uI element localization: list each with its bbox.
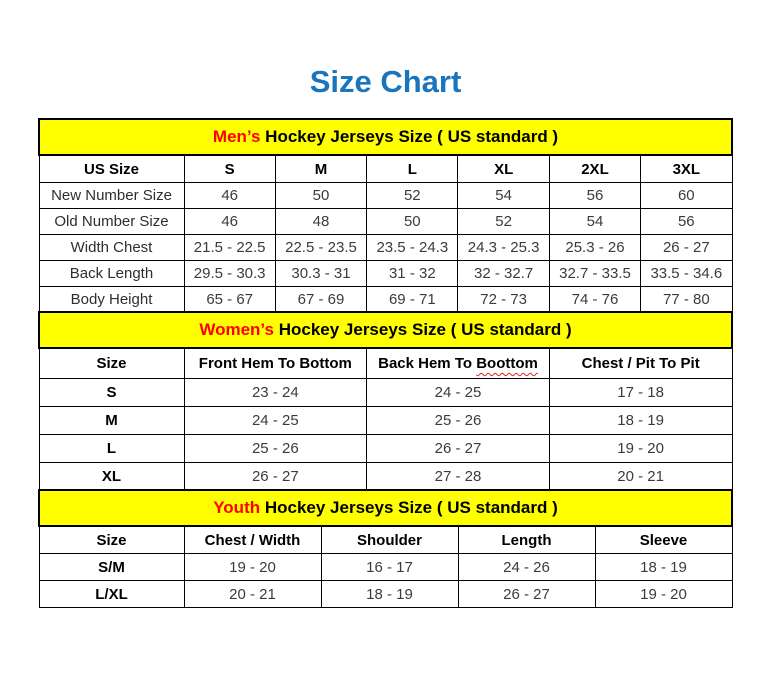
mens-size-table (38, 118, 733, 313)
size-cell: 26 - 27 (458, 581, 595, 608)
size-cell: 69 - 71 (367, 287, 458, 313)
size-cell: 52 (458, 209, 549, 235)
youth-highlight: Youth (213, 498, 261, 517)
column-header-text: Back Hem To (378, 355, 477, 372)
size-cell: 24 - 25 (367, 379, 550, 407)
size-cell: 33.5 - 34.6 (641, 261, 732, 287)
size-cell: 18 - 19 (321, 581, 458, 608)
size-cell: 32 - 32.7 (458, 261, 549, 287)
row-label: Old Number Size (39, 209, 184, 235)
size-cell: 20 - 21 (549, 463, 732, 491)
size-cell: 23 - 24 (184, 379, 367, 407)
womens-section-header (39, 312, 732, 348)
column-header: 2XL (549, 155, 640, 183)
size-cell: 56 (641, 209, 732, 235)
size-cell: 24.3 - 25.3 (458, 235, 549, 261)
column-header: S (184, 155, 275, 183)
table-row (39, 235, 732, 261)
page-title: Size Chart (309, 64, 462, 99)
table-row (39, 407, 732, 435)
womens-highlight: Women’s (199, 320, 274, 339)
size-cell: 27 - 28 (367, 463, 550, 491)
womens-column-header-row (39, 348, 732, 379)
size-cell: 30.3 - 31 (275, 261, 366, 287)
column-header (367, 348, 550, 379)
row-label: Body Height (39, 287, 184, 313)
column-header: M (275, 155, 366, 183)
mens-title-rest: Hockey Jerseys Size ( US standard ) (260, 127, 559, 146)
size-cell: 54 (549, 209, 640, 235)
youth-section-header (39, 490, 732, 526)
row-label: M (39, 407, 184, 435)
size-cell: 24 - 25 (184, 407, 367, 435)
size-cell: 56 (549, 183, 640, 209)
size-cell: 29.5 - 30.3 (184, 261, 275, 287)
row-label: L/XL (39, 581, 184, 608)
size-cell: 25 - 26 (184, 435, 367, 463)
size-cell: 18 - 19 (595, 554, 732, 581)
mens-highlight: Men’s (212, 127, 261, 146)
size-cell: 50 (275, 183, 366, 209)
youth-size-table (38, 489, 733, 608)
table-row (39, 261, 732, 287)
womens-size-table (38, 311, 733, 491)
size-cell: 19 - 20 (549, 435, 732, 463)
mens-column-header-row (39, 155, 732, 183)
size-cell: 65 - 67 (184, 287, 275, 313)
size-cell: 54 (458, 183, 549, 209)
column-header: 3XL (641, 155, 732, 183)
size-cell: 72 - 73 (458, 287, 549, 313)
size-cell: 22.5 - 23.5 (275, 235, 366, 261)
youth-section-title (39, 490, 732, 526)
column-header: L (367, 155, 458, 183)
size-cell: 17 - 18 (549, 379, 732, 407)
misspelled-word: Boottom (476, 355, 538, 372)
size-cell: 18 - 19 (549, 407, 732, 435)
youth-column-header-row (39, 526, 732, 554)
column-header: XL (458, 155, 549, 183)
row-label: XL (39, 463, 184, 491)
mens-section-header (39, 119, 732, 155)
row-label: Width Chest (39, 235, 184, 261)
column-header: Chest / Pit To Pit (549, 348, 732, 379)
column-header: Chest / Width (184, 526, 321, 554)
column-header: Shoulder (321, 526, 458, 554)
size-cell: 19 - 20 (184, 554, 321, 581)
size-cell: 21.5 - 22.5 (184, 235, 275, 261)
table-row (39, 183, 732, 209)
row-label: New Number Size (39, 183, 184, 209)
table-row (39, 209, 732, 235)
size-cell: 26 - 27 (184, 463, 367, 491)
womens-section-title (39, 312, 732, 348)
size-cell: 50 (367, 209, 458, 235)
row-label: S/M (39, 554, 184, 581)
size-cell: 32.7 - 33.5 (549, 261, 640, 287)
column-header: Sleeve (595, 526, 732, 554)
size-chart-sheet (38, 0, 733, 608)
size-cell: 48 (275, 209, 366, 235)
table-row (39, 435, 732, 463)
size-cell: 60 (641, 183, 732, 209)
size-cell: 23.5 - 24.3 (367, 235, 458, 261)
size-cell: 52 (367, 183, 458, 209)
size-cell: 77 - 80 (641, 287, 732, 313)
size-cell: 26 - 27 (367, 435, 550, 463)
size-cell: 20 - 21 (184, 581, 321, 608)
size-cell: 25.3 - 26 (549, 235, 640, 261)
table-row (39, 379, 732, 407)
size-cell: 24 - 26 (458, 554, 595, 581)
size-cell: 31 - 32 (367, 261, 458, 287)
column-header: US Size (39, 155, 184, 183)
column-header: Front Hem To Bottom (184, 348, 367, 379)
size-cell: 74 - 76 (549, 287, 640, 313)
size-cell: 46 (184, 183, 275, 209)
mens-section-title (39, 119, 732, 155)
column-header: Length (458, 526, 595, 554)
size-cell: 67 - 69 (275, 287, 366, 313)
row-label: L (39, 435, 184, 463)
row-label: S (39, 379, 184, 407)
table-row (39, 581, 732, 608)
table-row (39, 287, 732, 313)
youth-title-rest: Hockey Jerseys Size ( US standard ) (260, 498, 558, 517)
size-cell: 25 - 26 (367, 407, 550, 435)
column-header: Size (39, 348, 184, 379)
column-header: Size (39, 526, 184, 554)
row-label: Back Length (39, 261, 184, 287)
size-cell: 16 - 17 (321, 554, 458, 581)
table-row (39, 554, 732, 581)
size-cell: 46 (184, 209, 275, 235)
table-row (39, 463, 732, 491)
size-cell: 19 - 20 (595, 581, 732, 608)
womens-title-rest: Hockey Jerseys Size ( US standard ) (273, 320, 572, 339)
size-cell: 26 - 27 (641, 235, 732, 261)
